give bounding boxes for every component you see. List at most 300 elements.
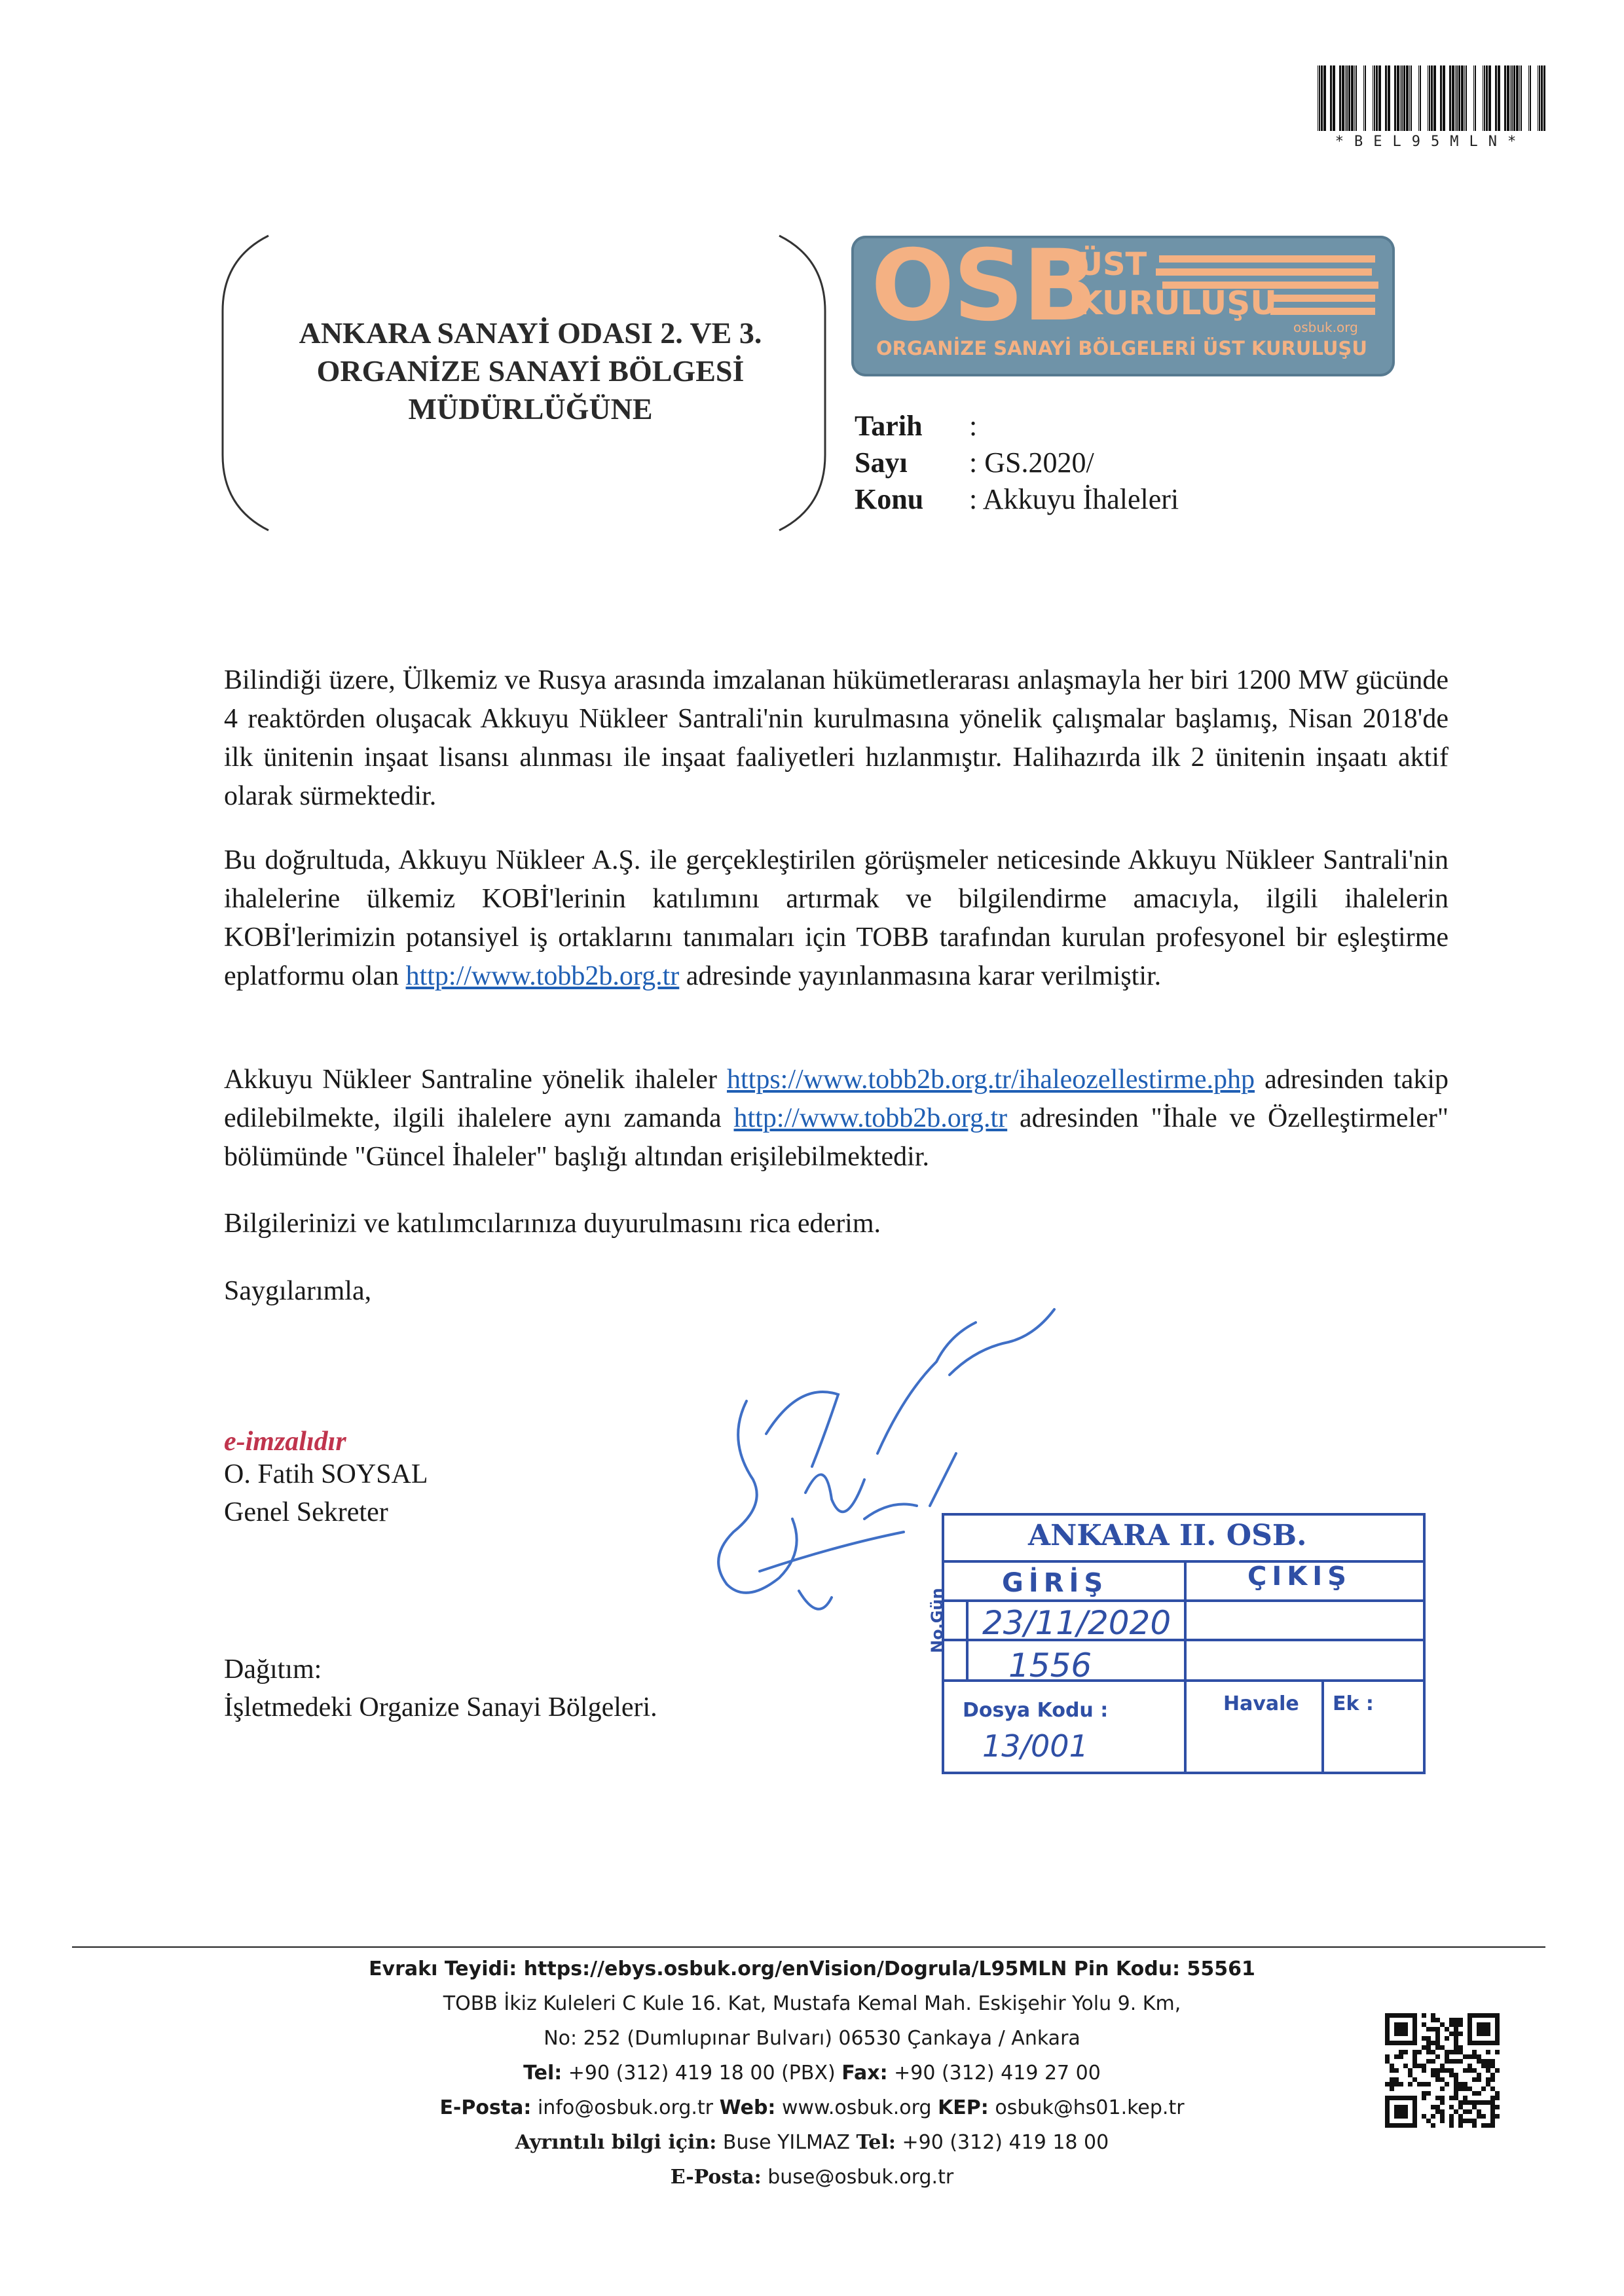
qr-module: [1449, 2018, 1454, 2022]
qr-module: [1454, 2045, 1458, 2050]
qr-module: [1481, 2100, 1486, 2105]
number-label: Sayı: [855, 446, 908, 479]
qr-module: [1435, 2045, 1440, 2050]
qr-module: [1440, 2114, 1445, 2119]
qr-module: [1458, 2086, 1463, 2091]
qr-module: [1440, 2119, 1445, 2123]
qr-module: [1495, 2091, 1500, 2096]
barcode-bar: [1440, 65, 1442, 131]
qr-module: [1440, 2077, 1445, 2082]
qr-module: [1445, 2068, 1449, 2073]
signer-title: Genel Sekreter: [224, 1497, 388, 1527]
paragraph-4: Bilgilerinizi ve katılımcılarınıza duyurulmasını rica ederim.: [224, 1209, 881, 1239]
qr-module: [1435, 2077, 1440, 2082]
footer-verify: [0, 1958, 1624, 1980]
barcode-bar: [1458, 65, 1460, 131]
qr-module: [1408, 2082, 1412, 2086]
qr-module: [1477, 2054, 1481, 2059]
qr-module: [1463, 2054, 1467, 2059]
qr-module: [1449, 2073, 1454, 2077]
qr-module: [1422, 2096, 1426, 2100]
logo-ust-text: ÜST: [1077, 246, 1147, 283]
qr-module: [1490, 2077, 1495, 2082]
qr-module: [1399, 2054, 1403, 2059]
barcode-bar: [1388, 65, 1390, 131]
date-value: :: [969, 410, 978, 442]
qr-module: [1490, 2059, 1495, 2064]
barcode-bar: [1456, 65, 1458, 131]
qr-module: [1449, 2050, 1454, 2054]
qr-module: [1385, 2082, 1390, 2086]
web-label: Web:: [719, 2096, 776, 2119]
footer-address-1: TOBB İkiz Kuleleri C Kule 16. Kat, Mustafa Kemal Mah. Eskişehir Yolu 9. Km,: [443, 1992, 1181, 2015]
subject-label: Konu: [855, 483, 924, 515]
qr-module: [1490, 2123, 1495, 2128]
qr-module: [1495, 2114, 1500, 2119]
web-link[interactable]: www.osbuk.org: [781, 2096, 932, 2119]
qr-module: [1403, 2050, 1408, 2054]
barcode-bar: [1521, 65, 1522, 131]
barcode-bar: [1449, 65, 1451, 131]
qr-module: [1458, 2123, 1463, 2128]
qr-module: [1481, 2114, 1486, 2119]
barcode-bar: [1543, 65, 1545, 131]
qr-module: [1454, 2073, 1458, 2077]
logo-kurulusu-text: KURULUŞU: [1077, 284, 1277, 322]
qr-module: [1435, 2018, 1440, 2022]
qr-module: [1472, 2100, 1477, 2105]
qr-module: [1454, 2032, 1458, 2036]
logo-site-text: osbuk.org: [1293, 319, 1358, 335]
logo-subtitle: ORGANİZE SANAYİ BÖLGELERİ ÜST KURULUŞU: [876, 337, 1367, 359]
qr-module: [1463, 2082, 1467, 2086]
barcode-bar: [1530, 65, 1531, 131]
email-link[interactable]: info@osbuk.org.tr: [537, 2096, 714, 2119]
barcode-bar: [1385, 65, 1387, 131]
qr-module: [1458, 2032, 1463, 2036]
qr-module: [1426, 2027, 1431, 2032]
qr-module: [1495, 2105, 1500, 2109]
pin-label: Pin Kodu:: [1073, 1958, 1181, 1980]
qr-module: [1385, 2059, 1390, 2064]
qr-module: [1458, 2114, 1463, 2119]
info-label: Ayrıntılı bilgi için:: [515, 2131, 717, 2154]
barcode-bar: [1488, 65, 1491, 131]
barcode-bar: [1507, 65, 1509, 131]
recipient-line: MÜDÜRLÜĞÜNE: [408, 392, 653, 426]
qr-module: [1431, 2114, 1435, 2119]
qr-module: [1477, 2091, 1481, 2096]
info-tel-value: +90 (312) 419 18 00: [902, 2131, 1109, 2154]
qr-module: [1467, 2119, 1472, 2123]
qr-module: [1454, 2077, 1458, 2082]
qr-module: [1385, 2054, 1390, 2059]
qr-module: [1435, 2032, 1440, 2036]
qr-module: [1472, 2123, 1477, 2128]
qr-module: [1431, 2123, 1435, 2128]
osb-logo: [851, 236, 1395, 376]
qr-module: [1467, 2100, 1472, 2105]
distribution-label: Dağıtım:: [224, 1654, 322, 1685]
qr-module: [1458, 2082, 1463, 2086]
qr-module: [1426, 2036, 1431, 2041]
barcode: [1316, 65, 1545, 131]
qr-module: [1467, 2086, 1472, 2091]
paragraph-3-text: Akkuyu Nükleer Santraline yönelik ihaleler: [224, 1065, 717, 1095]
qr-module: [1440, 2109, 1445, 2114]
qr-module: [1417, 2082, 1422, 2086]
qr-module: [1445, 2054, 1449, 2059]
barcode-bar: [1354, 65, 1355, 131]
barcode-bar: [1333, 65, 1335, 131]
stamp-title: ANKARA II. OSB.: [1028, 1519, 1307, 1552]
qr-finder-core: [1394, 2105, 1408, 2119]
qr-module: [1435, 2027, 1440, 2032]
qr-module: [1394, 2068, 1399, 2073]
qr-module: [1408, 2073, 1412, 2077]
recipient-address: [262, 314, 799, 428]
qr-module: [1435, 2096, 1440, 2100]
barcode-bar: [1484, 65, 1485, 131]
qr-module: [1463, 2100, 1467, 2105]
qr-module: [1426, 2082, 1431, 2086]
barcode-bar: [1409, 65, 1410, 131]
stamp-havale: Havale: [1223, 1692, 1299, 1715]
qr-module: [1490, 2064, 1495, 2068]
qr-module: [1477, 2100, 1481, 2105]
barcode-bar: [1495, 65, 1497, 131]
fax-label: Fax:: [841, 2062, 888, 2085]
barcode-bar: [1429, 65, 1430, 131]
qr-module: [1490, 2105, 1495, 2109]
tobb2b-link[interactable]: http://www.tobb2b.org.tr: [405, 961, 680, 991]
paragraph-1: Bilindiği üzere, Ülkemiz ve Rusya arasında imzalanan hükümetlerarası anlaşmayla her biri 1200 MW gücünde 4 reaktörden oluşacak Akkuyu Nükleer Santrali'nin kurulmasına yönelik çalışmalar başlamış, Nisan 2018'de ilk ünitenin inşaat lisansı alınması ile inşaat faaliyetleri hızlanmıştır. Halihazırda ilk 2 ünitenin inşaatı aktif olarak sürmektedir.: [224, 665, 1449, 811]
qr-module: [1431, 2068, 1435, 2073]
barcode-bar: [1464, 65, 1465, 131]
barcode-bar: [1443, 65, 1445, 131]
barcode-bar: [1418, 65, 1419, 131]
barcode-bar: [1363, 65, 1364, 131]
qr-module: [1408, 2068, 1412, 2073]
qr-module: [1472, 2054, 1477, 2059]
qr-finder-core: [1477, 2022, 1490, 2036]
logo-stripe: [1159, 255, 1375, 263]
barcode-bar: [1378, 65, 1381, 131]
qr-module: [1390, 2082, 1394, 2086]
qr-module: [1495, 2068, 1500, 2073]
qr-module: [1435, 2105, 1440, 2109]
qr-code-icon: [1385, 2013, 1500, 2128]
qr-module: [1486, 2068, 1490, 2073]
qr-module: [1463, 2096, 1467, 2100]
stamp-dosya-handwritten: 13/001: [982, 1728, 1088, 1764]
stamp-ek: Ek :: [1333, 1692, 1374, 1715]
fax-value: +90 (312) 419 27 00: [894, 2062, 1101, 2085]
qr-module: [1486, 2100, 1490, 2105]
qr-module: [1426, 2059, 1431, 2064]
qr-module: [1458, 2022, 1463, 2027]
qr-module: [1440, 2068, 1445, 2073]
qr-module: [1458, 2045, 1463, 2050]
footer-info-email: [0, 2166, 1624, 2189]
qr-module: [1486, 2050, 1490, 2054]
qr-module: [1481, 2064, 1486, 2068]
logo-osb-text: OSB: [871, 236, 1096, 343]
barcode-bar: [1321, 65, 1323, 131]
qr-module: [1435, 2073, 1440, 2077]
qr-module: [1449, 2105, 1454, 2109]
qr-module: [1463, 2068, 1467, 2073]
qr-module: [1454, 2109, 1458, 2114]
qr-module: [1445, 2027, 1449, 2032]
tobb2b-link-2[interactable]: http://www.tobb2b.org.tr: [733, 1103, 1008, 1133]
qr-module: [1458, 2050, 1463, 2054]
qr-module: [1472, 2119, 1477, 2123]
qr-module: [1449, 2119, 1454, 2123]
qr-module: [1422, 2091, 1426, 2096]
qr-module: [1477, 2059, 1481, 2064]
subject-value: : Akkuyu İhaleleri: [969, 483, 1179, 515]
qr-module: [1431, 2050, 1435, 2054]
barcode-bar: [1406, 65, 1409, 131]
qr-module: [1412, 2059, 1417, 2064]
ihale-ozellestirme-link[interactable]: https://www.tobb2b.org.tr/ihaleozellestirme.php: [726, 1065, 1255, 1095]
qr-module: [1454, 2082, 1458, 2086]
paragraph-2-text: Bu doğrultuda, Akkuyu Nükleer A.Ş. ile gerçekleştirilen görüşmeler neticesinde Akkuyu Nükleer Santrali'nin ihalelerine ülkemiz KOBİ'lerinin katılımını artırmak ve bilgilendirme amacıyla, ilgili ihalelerin KOBİ'lerimizin potansiyel iş ortaklarını tanımaları için TOBB tarafından kurulan profesyonel bir eşleştirme eplatformu olan: [224, 845, 1449, 991]
date-label: Tarih: [855, 410, 923, 442]
qr-module: [1403, 2064, 1408, 2068]
qr-module: [1440, 2064, 1445, 2068]
qr-module: [1426, 2041, 1431, 2045]
e-signed-note: e-imzalıdır: [224, 1427, 346, 1457]
qr-module: [1440, 2045, 1445, 2050]
paragraph-3-text-end: adresinden "İhale ve Özelleştirmeler" bölümünde "Güncel İhaleler" başlığı altından erişilebilmektedir.: [224, 1103, 1449, 1172]
qr-module: [1454, 2086, 1458, 2091]
qr-module: [1490, 2073, 1495, 2077]
barcode-bar: [1433, 65, 1436, 131]
logo-stripe: [1270, 295, 1375, 302]
qr-module: [1445, 2050, 1449, 2054]
qr-module: [1426, 2119, 1431, 2123]
qr-module: [1472, 2077, 1477, 2082]
number-value: : GS.2020/: [969, 446, 1094, 479]
footer-info: [0, 2131, 1624, 2154]
qr-module: [1458, 2119, 1463, 2123]
signer-name: O. Fatih SOYSAL: [224, 1459, 428, 1489]
kep-link[interactable]: osbuk@hs01.kep.tr: [995, 2096, 1185, 2119]
stamp-date-handwritten: 23/11/2020: [982, 1604, 1172, 1642]
barcode-bar: [1342, 65, 1344, 131]
barcode-bar: [1420, 65, 1421, 131]
barcode-bar: [1319, 65, 1320, 131]
qr-module: [1394, 2077, 1399, 2082]
barcode-bar: [1504, 65, 1506, 131]
footer-divider: [72, 1946, 1545, 1948]
qr-module: [1435, 2109, 1440, 2114]
qr-module: [1449, 2068, 1454, 2073]
barcode-bar: [1356, 65, 1357, 131]
barcode-bar: [1473, 65, 1474, 131]
barcode-bar: [1541, 65, 1543, 131]
tel-value: +90 (312) 419 18 00 (PBX): [568, 2062, 836, 2085]
qr-module: [1435, 2068, 1440, 2073]
qr-module: [1431, 2027, 1435, 2032]
qr-module: [1458, 2059, 1463, 2064]
qr-module: [1445, 2082, 1449, 2086]
barcode-bar: [1323, 65, 1326, 131]
qr-finder-core: [1394, 2022, 1408, 2036]
info-email-label: E-Posta:: [670, 2166, 762, 2189]
verify-label: Evrakı Teyidi:: [369, 1958, 517, 1980]
barcode-bar: [1539, 65, 1540, 131]
barcode-bar: [1461, 65, 1464, 131]
pin-value: 55561: [1187, 1958, 1255, 1980]
paragraph-2: [224, 841, 1449, 996]
barcode-bar: [1401, 65, 1403, 131]
barcode-bar: [1516, 65, 1519, 131]
qr-module: [1454, 2022, 1458, 2027]
qr-module: [1422, 2036, 1426, 2041]
barcode-bar: [1376, 65, 1378, 131]
qr-module: [1399, 2050, 1403, 2054]
stamp-number-handwritten: 1556: [1008, 1647, 1092, 1685]
stamp-no-gun: No.Gün: [928, 1588, 946, 1653]
qr-module: [1417, 2064, 1422, 2068]
qr-module: [1440, 2022, 1445, 2027]
qr-module: [1481, 2123, 1486, 2128]
qr-module: [1472, 2068, 1477, 2073]
qr-module: [1426, 2045, 1431, 2050]
barcode-bar: [1511, 65, 1513, 131]
qr-module: [1449, 2059, 1454, 2064]
qr-module: [1477, 2077, 1481, 2082]
verify-link[interactable]: https://ebys.osbuk.org/enVision/Dogrula/L95MLN: [523, 1958, 1067, 1980]
qr-module: [1472, 2091, 1477, 2096]
qr-module: [1399, 2082, 1403, 2086]
barcode-bar: [1330, 65, 1332, 131]
qr-module: [1467, 2068, 1472, 2073]
qr-module: [1422, 2064, 1426, 2068]
barcode-bar: [1510, 65, 1511, 131]
kep-label: KEP:: [938, 2096, 989, 2119]
qr-module: [1422, 2114, 1426, 2119]
qr-module: [1431, 2059, 1435, 2064]
qr-module: [1412, 2064, 1417, 2068]
qr-module: [1422, 2045, 1426, 2050]
barcode-text: *BEL95MLN*: [1335, 134, 1527, 150]
barcode-bar: [1400, 65, 1401, 131]
qr-module: [1426, 2050, 1431, 2054]
qr-module: [1390, 2064, 1394, 2068]
barcode-bar: [1475, 65, 1476, 131]
stamp-cikis: ÇIKIŞ: [1247, 1561, 1352, 1592]
qr-module: [1454, 2041, 1458, 2045]
qr-module: [1486, 2064, 1490, 2068]
info-email-link[interactable]: buse@osbuk.org.tr: [767, 2166, 954, 2189]
barcode-bar: [1486, 65, 1488, 131]
closing: Saygılarımla,: [224, 1276, 372, 1306]
tel-label: Tel:: [523, 2062, 563, 2085]
qr-module: [1390, 2077, 1394, 2082]
qr-module: [1440, 2086, 1445, 2091]
qr-module: [1454, 2050, 1458, 2054]
barcode-bar: [1528, 65, 1529, 131]
barcode-bar: [1348, 65, 1350, 131]
qr-module: [1412, 2054, 1417, 2059]
recipient-line: ORGANİZE SANAYİ BÖLGESİ: [316, 354, 745, 388]
stamp-dosya-kodu: Dosya Kodu :: [963, 1699, 1109, 1722]
qr-module: [1422, 2013, 1426, 2018]
qr-module: [1477, 2109, 1481, 2114]
qr-module: [1495, 2050, 1500, 2054]
barcode-bar: [1345, 65, 1346, 131]
barcode-bar: [1374, 65, 1375, 131]
qr-module: [1431, 2013, 1435, 2018]
paragraph-2-text-end: adresinde yayınlanmasına karar verilmiştir.: [686, 961, 1162, 991]
info-name: Buse YILMAZ: [722, 2131, 850, 2154]
barcode-bar: [1339, 65, 1341, 131]
qr-module: [1454, 2096, 1458, 2100]
info-tel-label: Tel:: [856, 2131, 896, 2154]
logo-stripe: [1156, 268, 1372, 276]
qr-module: [1495, 2096, 1500, 2100]
qr-module: [1486, 2059, 1490, 2064]
qr-module: [1454, 2036, 1458, 2041]
qr-module: [1486, 2082, 1490, 2086]
qr-module: [1431, 2041, 1435, 2045]
barcode-bar: [1351, 65, 1354, 131]
qr-module: [1449, 2123, 1454, 2128]
qr-module: [1486, 2123, 1490, 2128]
qr-module: [1412, 2050, 1417, 2054]
qr-module: [1449, 2032, 1454, 2036]
qr-module: [1458, 2100, 1463, 2105]
qr-module: [1490, 2086, 1495, 2091]
qr-module: [1490, 2109, 1495, 2114]
qr-module: [1431, 2073, 1435, 2077]
qr-module: [1449, 2114, 1454, 2119]
email-label: E-Posta:: [439, 2096, 532, 2119]
barcode-bar: [1397, 65, 1399, 131]
barcode-bar: [1411, 65, 1412, 131]
footer-phone: [0, 2062, 1624, 2085]
qr-module: [1490, 2100, 1495, 2105]
qr-module: [1454, 2059, 1458, 2064]
barcode-bar: [1403, 65, 1405, 131]
qr-module: [1426, 2091, 1431, 2096]
footer-address-2: No: 252 (Dumlupınar Bulvarı) 06530 Çankaya / Ankara: [544, 2027, 1080, 2050]
barcode-bar: [1519, 65, 1520, 131]
qr-module: [1490, 2096, 1495, 2100]
barcode-bar: [1513, 65, 1515, 131]
qr-module: [1390, 2068, 1394, 2073]
qr-module: [1463, 2119, 1467, 2123]
qr-module: [1467, 2109, 1472, 2114]
qr-module: [1390, 2086, 1394, 2091]
barcode-bar: [1466, 65, 1467, 131]
paragraph-3-text-mid: adresinden takip edilebilmekte, ilgili ihalelere aynı zamanda: [224, 1065, 1449, 1133]
stamp-giris: GİRİŞ: [1002, 1568, 1109, 1598]
qr-module: [1431, 2105, 1435, 2109]
qr-module: [1481, 2059, 1486, 2064]
qr-module: [1435, 2054, 1440, 2059]
qr-module: [1440, 2096, 1445, 2100]
distribution-value: İşletmedeki Organize Sanayi Bölgeleri.: [224, 1692, 657, 1722]
qr-module: [1435, 2041, 1440, 2045]
barcode-bar: [1346, 65, 1348, 131]
qr-module: [1394, 2082, 1399, 2086]
qr-module: [1449, 2022, 1454, 2027]
